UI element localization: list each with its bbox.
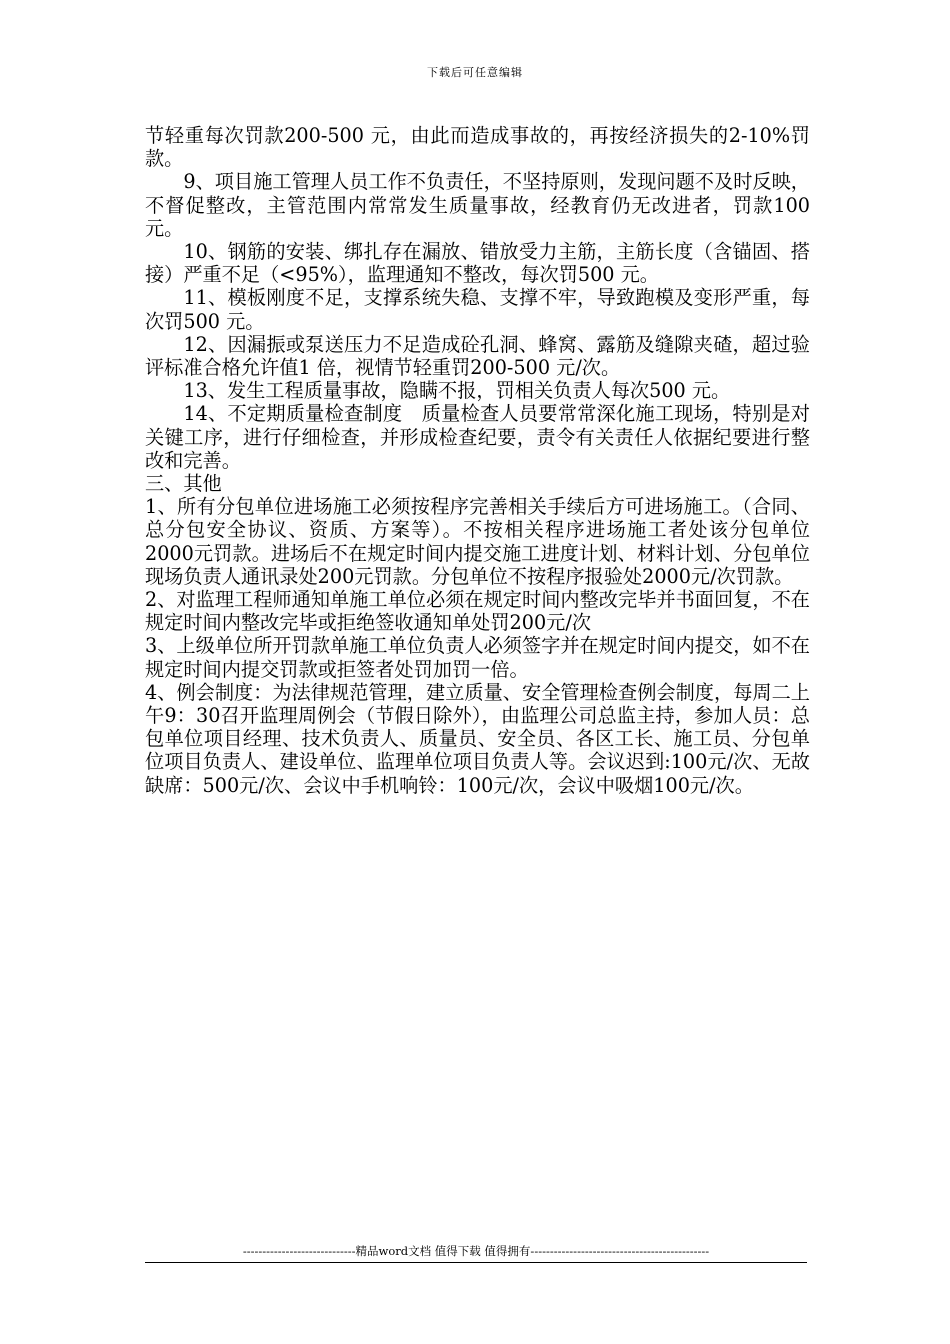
footer-divider [145,1262,807,1263]
paragraph-item-11: 11、模板刚度不足，支撑系统失稳、支撑不牢，导致跑模及变形严重，每次罚500 元。 [145,286,810,333]
page-header: 下载后可任意编辑 [427,66,523,79]
section-heading: 三、其他 [145,472,222,496]
paragraph-other-1: 1、所有分包单位进场施工必须按程序完善相关手续后方可进场施工。（合同、总分包安全协议、资质、方案等）。不按相关程序进场施工者处该分包单位2000元罚款。进场后不在规定时间内提交施工进度计划、材料计划、分包单位现场负责人通讯录处200元罚款。分包单位不按程序报验处2000元/次罚款。 [145,495,810,588]
paragraph-item-14: 14、不定期质量检查制度 质量检查人员要常常深化施工现场，特别是对关键工序，进行仔细检查，并形成检查纪要，责令有关责任人依据纪要进行整改和完善。 [145,402,810,472]
paragraph-item-12: 12、因漏振或泵送压力不足造成砼孔洞、蜂窝、露筋及缝隙夹碴，超过验评标准合格允许值1 倍，视情节轻重罚200-500 元/次。 [145,332,810,380]
paragraph-other-2: 2、对监理工程师通知单施工单位必须在规定时间内整改完毕并书面回复，不在规定时间内整改完毕或拒绝签收通知单处罚200元/次 [145,588,810,635]
paragraph-item-13: 13、发生工程质量事故，隐瞒不报，罚相关负责人每次500 元。 [183,379,731,403]
page-footer: -----------------------------精品word文档 值得下载 值得拥有---------------------------------------------- [242,1244,710,1258]
paragraph-other-4: 4、例会制度：为法律规范管理，建立质量、安全管理检查例会制度，每周二上午9：30召开监理周例会（节假日除外），由监理公司总监主持，参加人员：总包单位项目经理、技术负责人、质量员、安全员、各区工长、施工员、分包单位项目负责人、建设单位、监理单位项目负责人等。会议迟到:100元/次、无故缺席：500元/次、会议中手机响铃：100元/次，会议中吸烟100元/次。 [145,680,810,797]
paragraph-item-9: 9、项目施工管理人员工作不负责任，不坚持原则，发现问题不及时反映，不督促整改，主管范围内常常发生质量事故，经教育仍无改进者，罚款100元。 [145,170,810,240]
paragraph-other-3: 3、上级单位所开罚款单施工单位负责人必须签字并在规定时间内提交，如不在规定时间内提交罚款或拒签者处罚加罚一倍。 [145,634,810,681]
paragraph-item-10: 10、钢筋的安装、绑扎存在漏放、错放受力主筋，主筋长度（含锚固、搭接）严重不足（<95%），监理通知不整改，每次罚500 元。 [145,240,810,287]
paragraph: 节轻重每次罚款200-500 元，由此而造成事故的，再按经济损失的2-10%罚款。 [145,124,810,171]
document-body [145,124,810,797]
